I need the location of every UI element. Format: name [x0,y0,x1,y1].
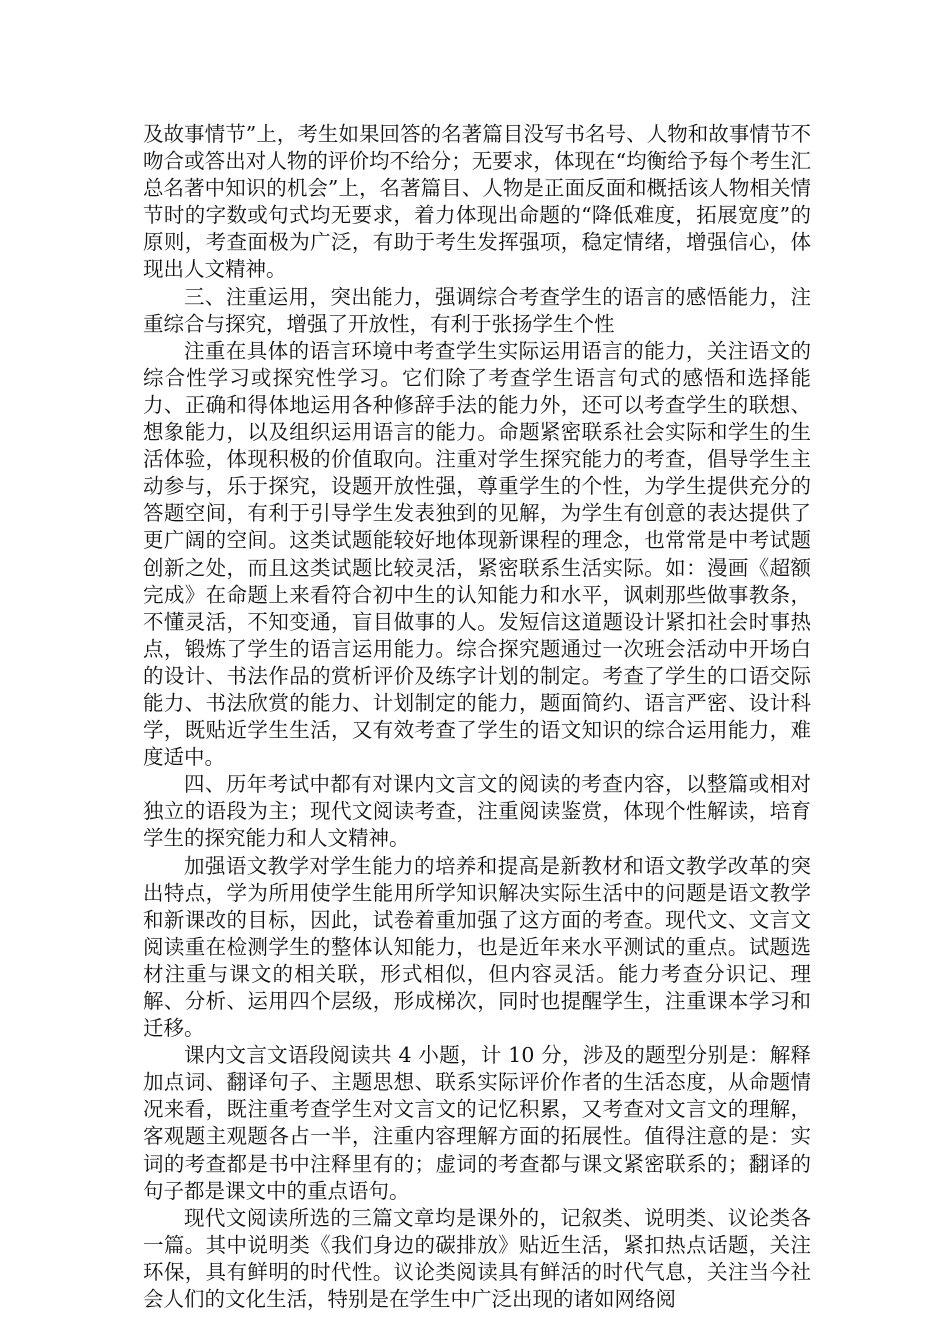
document-body [143,121,811,1313]
paragraph-classical-chinese: 课内文言文语段阅读共 4 小题，计 10 分，涉及的题型分别是：解释加点词、翻译句子、主题思想、联系实际评价作者的生活态度，从命题情况来看，既注重考查学生对文言文的记忆积累，又考查对文言文的理解，客观题主观题各占一半，注重内容理解方面的拓展性。值得注意的是：实词的考查都是书中注释里有的；虚词的考查都与课文紧密联系的；翻译的句子都是课文中的重点语句。 [143,1043,811,1203]
paragraph-section-four-heading: 四、历年考试中都有对课内文言文的阅读的考查内容，以整篇或相对独立的语段为主；现代文阅读考查，注重阅读鉴赏，体现个性解读，培育学生的探究能力和人文精神。 [143,772,811,851]
paragraph-ability-training: 加强语文教学对学生能力的培养和提高是新教材和语文教学改革的突出特点，学为所用使学生能用所学知识解决实际生活中的问题是语文教学和新课改的目标，因此，试卷着重加强了这方面的考查。现代文、文言文阅读重在检测学生的整体认知能力，也是近年来水平测试的重点。试题选材注重与课文的相关联，形式相似，但内容灵活。能力考查分识记、理解、分析、运用四个层级，形成梯次，同时也提醒学生，注重课本学习和迁移。 [143,853,811,1041]
paragraph-modern-reading: 现代文阅读所选的三篇文章均是课外的，记叙类、说明类、议论类各一篇。其中说明类《我们身边的碳排放》贴近生活，紧扣热点话题，关注环保，具有鲜明的时代性。议论类阅读具有鲜活的时代气息，关注当今社会人们的文化生活，特别是在学生中广泛出现的诸如网络阅 [143,1205,811,1312]
paragraph-language-application: 注重在具体的语言环境中考查学生实际运用语言的能力，关注语文的综合性学习或探究性学习。它们除了考查学生语言句式的感悟和选择能力、正确和得体地运用各种修辞手法的能力外，还可以考查学生的联想、想象能力，以及组织运用语言的能力。命题紧密联系社会实际和学生的生活体验，体现积极的价值取向。注重对学生探究能力的考查，倡导学生主动参与，乐于探究，设题开放性强，尊重学生的个性，为学生提供充分的答题空间，有利于引导学生发表独到的见解，为学生有创意的表达提供了更广阔的空间。这类试题能较好地体现新课程的理念，也常常是中考试题创新之处，而且这类试题比较灵活，紧密联系生活实际。如：漫画《超额完成》在命题上来看符合初中生的认知能力和水平，讽刺那些做事教条，不懂灵活，不知变通，盲目做事的人。发短信这道题设计紧扣社会时事热点，锻炼了学生的语言运用能力。综合探究题通过一次班会活动中开场白的设计、书法作品的赏析评价及练字计划的制定。考查了学生的口语交际能力、书法欣赏的能力、计划制定的能力，题面简约、语言严密、设计科学，既贴近学生生活，又有效考查了学生的语文知识的综合运用能力，难度适中。 [143,338,811,770]
paragraph-continuation: 及故事情节”上，考生如果回答的名著篇目没写书名号、人物和故事情节不吻合或答出对人物的评价均不给分；无要求，体现在“均衡给予每个考生汇总名著中知识的机会”上，名著篇目、人物是正面反面和概括该人物相关情节时的字数或句式均无要求，着力体现出命题的“降低难度，拓展宽度”的原则，考查面极为广泛，有助于考生发挥强项，稳定情绪，增强信心，体现出人文精神。 [143,122,811,282]
paragraph-section-three-heading: 三、注重运用，突出能力，强调综合考查学生的语言的感悟能力，注重综合与探究，增强了开放性，有利于张扬学生个性 [143,284,811,336]
